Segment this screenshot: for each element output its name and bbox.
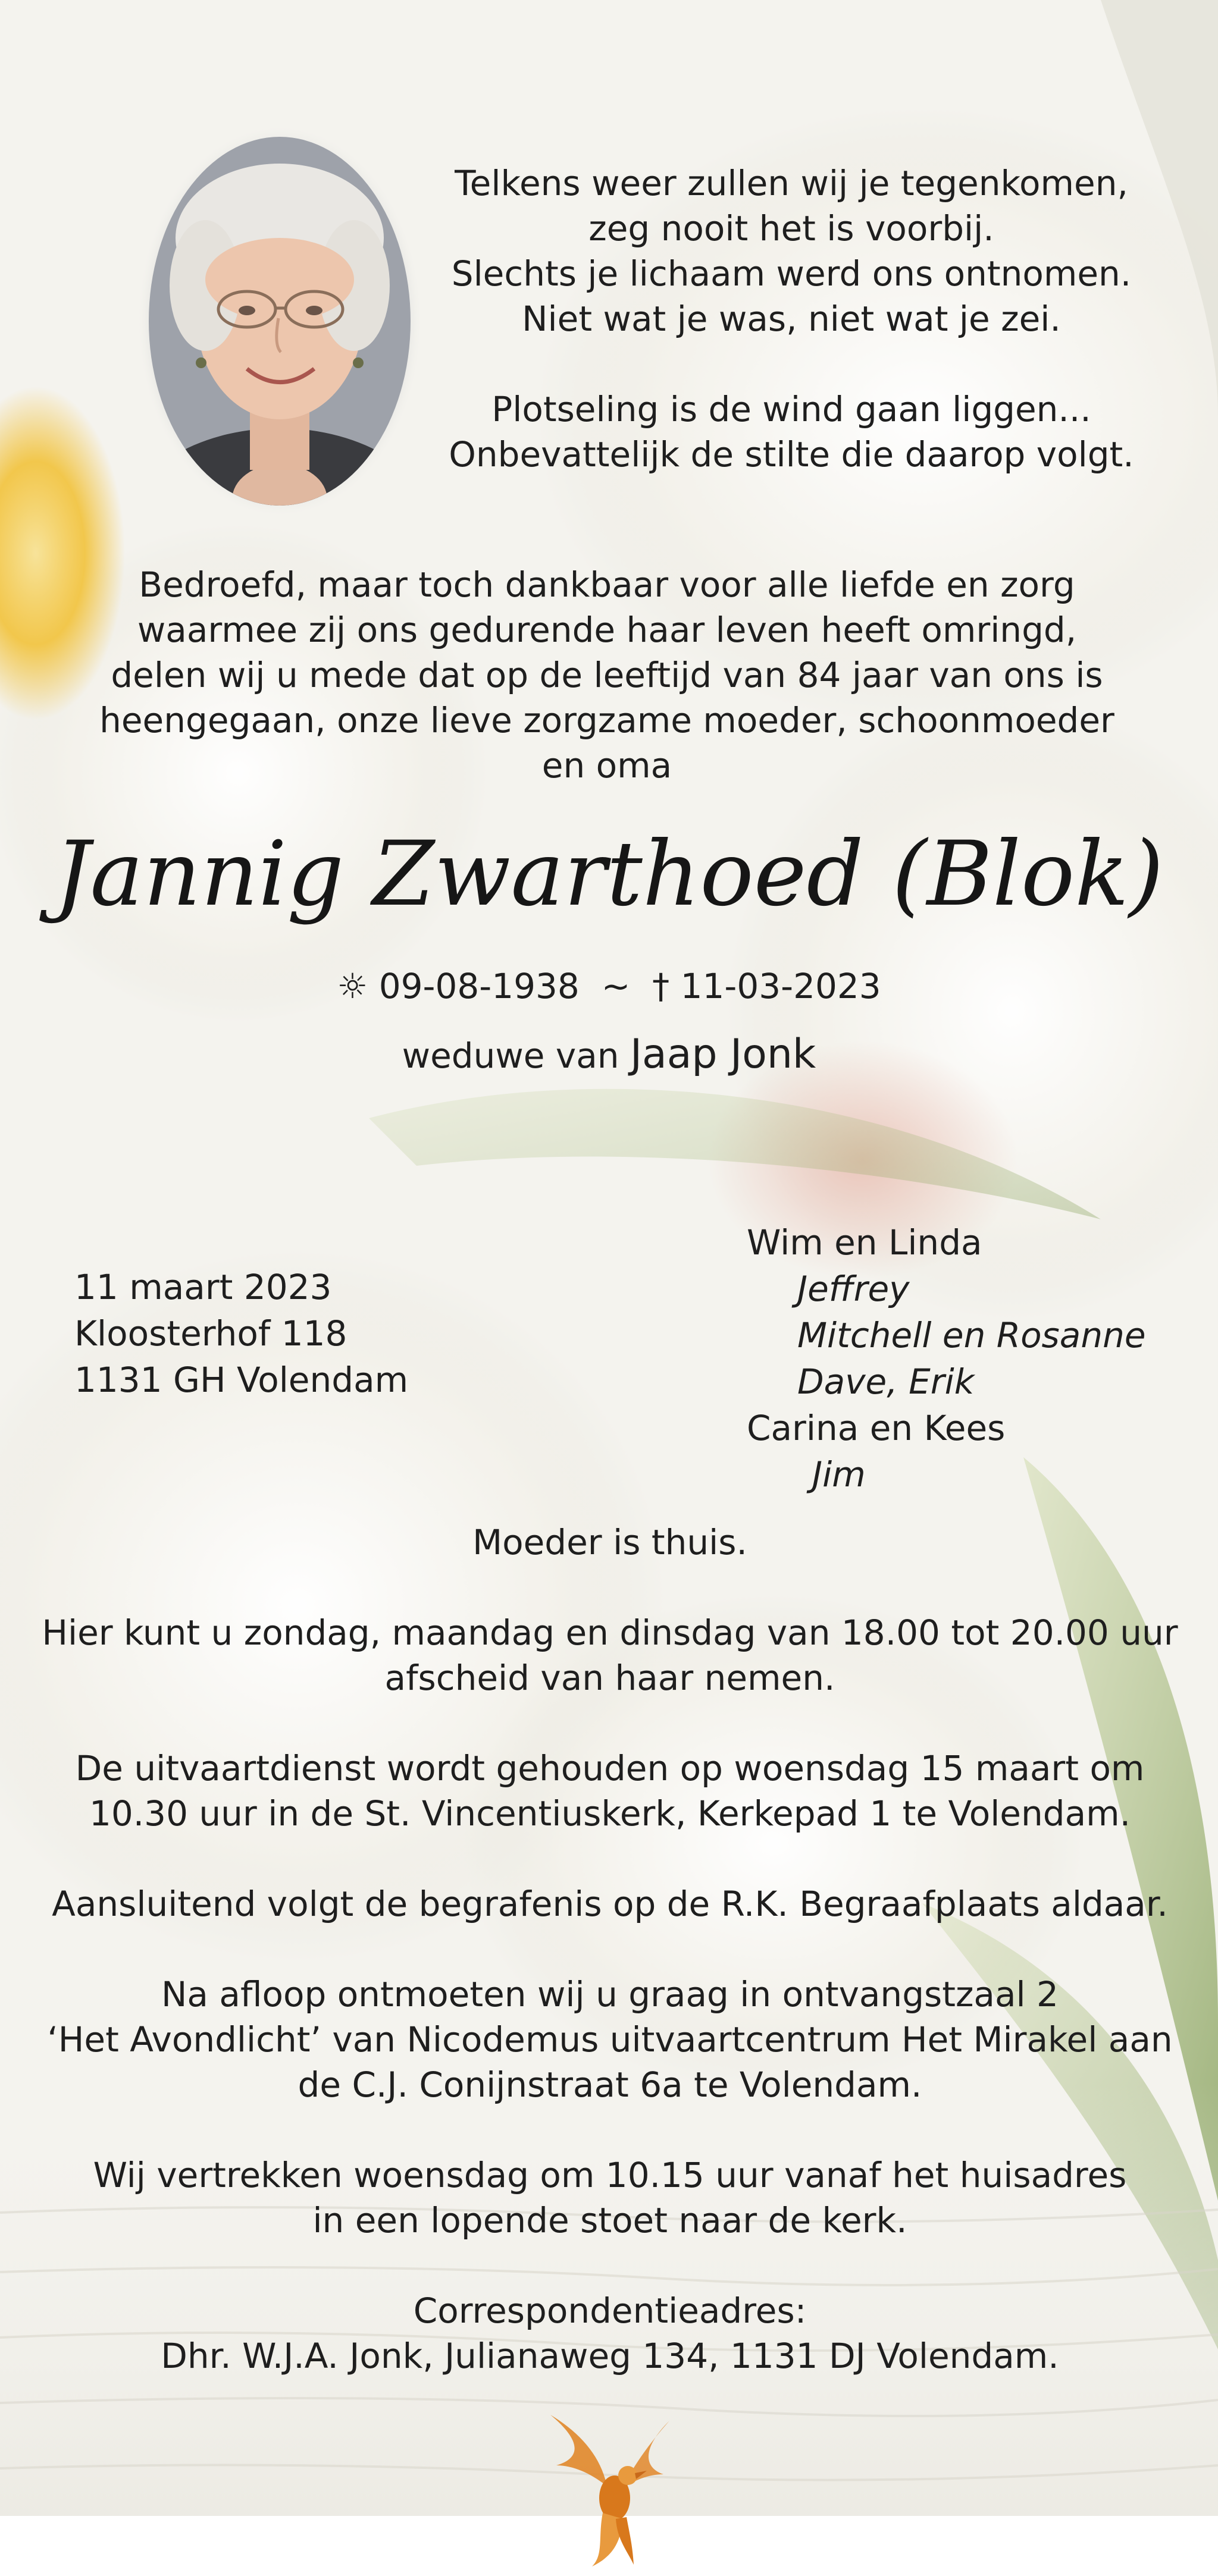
family-member: Jeffrey (797, 1269, 910, 1309)
cross-icon: † (652, 966, 670, 1006)
address-city: 1131 GH Volendam (74, 1360, 409, 1400)
info-paragraph (36, 1520, 1184, 1565)
intro-line: en oma (541, 745, 672, 786)
family-member: Carina en Kees (747, 1408, 1006, 1448)
info-paragraph (36, 2153, 1184, 2243)
intro-line: delen wij u mede dat op de leeftijd van 84 jaar van ons is (111, 655, 1103, 695)
address-street: Kloosterhof 118 (74, 1313, 347, 1354)
info-line: Aansluitend volgt de begrafenis op de R.K. Begraafplaats aldaar. (52, 1884, 1168, 1924)
info-paragraph (36, 1610, 1184, 1700)
info-line: in een lopende stoet naar de kerk. (312, 2200, 907, 2241)
date-separator: ~ (601, 966, 631, 1006)
info-line: Dhr. W.J.A. Jonk, Julianaweg 134, 1131 DJ Volendam. (161, 2336, 1059, 2376)
poem-stanza-2 (428, 387, 1154, 477)
family-member: Jim (812, 1454, 866, 1495)
info-line: De uitvaartdienst wordt gehouden op woensdag 15 maart om (75, 1748, 1145, 1789)
info-paragraph (36, 2288, 1184, 2379)
poem-line: Plotseling is de wind gaan liggen... (491, 389, 1091, 429)
info-paragraph (36, 1881, 1184, 1926)
address-date: 11 maart 2023 (74, 1267, 332, 1307)
poem-stanza-1 (428, 161, 1154, 341)
poem (428, 161, 1154, 477)
widow-line (0, 1032, 1218, 1078)
portrait-photo (125, 119, 434, 523)
info-line: ‘Het Avondlicht’ van Nicodemus uitvaartcentrum Het Mirakel aan (47, 2019, 1173, 2060)
widow-prefix: weduwe van (402, 1036, 619, 1076)
announcement-intro (89, 562, 1125, 788)
poem-line: Onbevattelijk de stilte die daarop volgt. (449, 434, 1134, 475)
intro-line: waarmee zij ons gedurende haar leven heeft omringd, (137, 610, 1077, 650)
info-line: 10.30 uur in de St. Vincentiuskerk, Kerkepad 1 te Volendam. (89, 1793, 1131, 1834)
info-paragraph (36, 1972, 1184, 2107)
home-address (74, 1264, 408, 1403)
dove-icon (544, 2409, 675, 2569)
death-date: 11-03-2023 (680, 966, 881, 1006)
info-line: Hier kunt u zondag, maandag en dinsdag van 18.00 tot 20.00 uur (42, 1612, 1178, 1653)
sun-icon: ☼ (337, 966, 368, 1006)
info-paragraph (36, 1746, 1184, 1836)
info-line: afscheid van haar nemen. (384, 1658, 835, 1698)
poem-line: Niet wat je was, niet wat je zei. (522, 299, 1061, 339)
husband-name: Jaap Jonk (630, 1031, 816, 1078)
intro-line: heengegaan, onze lieve zorgzame moeder, schoonmoeder (99, 700, 1114, 741)
info-line: Moeder is thuis. (472, 1522, 747, 1562)
info-line: Correspondentieadres: (413, 2291, 807, 2331)
intro-line: Bedroefd, maar toch dankbaar voor alle liefde en zorg (139, 564, 1075, 605)
family-member: Dave, Erik (797, 1361, 975, 1402)
poem-line: Slechts je lichaam werd ons ontnomen. (451, 253, 1132, 294)
birth-date: 09-08-1938 (378, 966, 580, 1006)
info-line: de C.J. Conijnstraat 6a te Volendam. (298, 2064, 922, 2105)
poem-line: Telkens weer zullen wij je tegenkomen, (455, 163, 1128, 203)
life-dates (0, 964, 1218, 1009)
funeral-information (36, 1520, 1184, 2379)
family-list (747, 1219, 1146, 1498)
info-line: Na afloop ontmoeten wij u graag in ontvangstzaal 2 (161, 1974, 1059, 2015)
family-member: Mitchell en Rosanne (797, 1315, 1146, 1356)
family-member: Wim en Linda (747, 1222, 982, 1263)
info-line: Wij vertrekken woensdag om 10.15 uur vanaf het huisadres (93, 2155, 1127, 2195)
poem-line: zeg nooit het is voorbij. (588, 208, 994, 249)
deceased-name: Jannig Zwarthoed (Blok) (54, 823, 1164, 926)
